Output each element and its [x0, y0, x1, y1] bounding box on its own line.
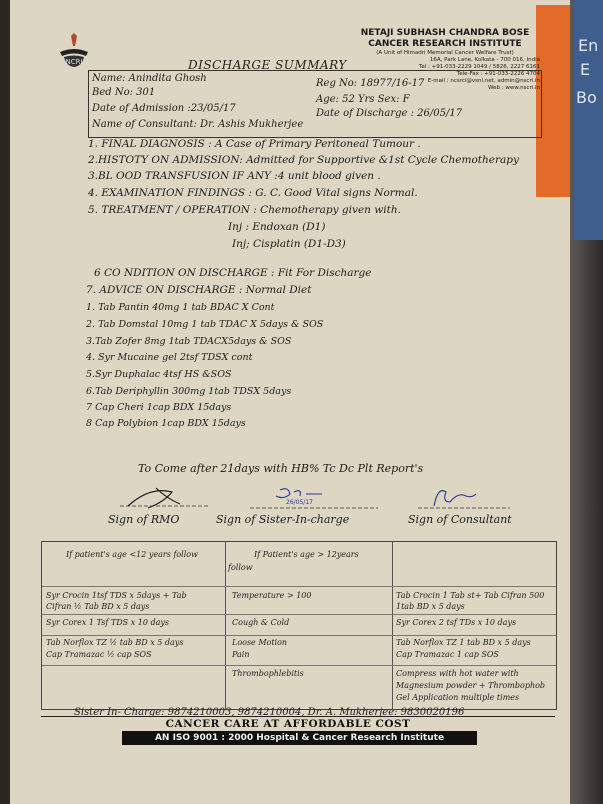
row3-left-2: Cap Tramazac ½ cap SOS — [46, 650, 152, 659]
discharge-date: Date of Discharge : 26/05/17 — [316, 108, 463, 119]
sign-consultant: Sign of Consultant — [408, 513, 512, 526]
hospital-logo — [56, 32, 92, 72]
institute-sub-6: Web : www.nscri.in — [487, 85, 540, 91]
med-7: 7 Cap Cheri 1cap BDX 15days — [86, 402, 232, 413]
footer-rule — [41, 716, 555, 717]
sister-contact-line: Sister In- Charge: 9874210003, 9874210004, Dr. A. Mukherjee: 9830020196 — [74, 707, 465, 718]
institute-sub-1: (A Unit of Himadri Memorial Cancer Welfare Trust) — [376, 50, 514, 56]
item-history: 2.HISTOTY ON ADMISSION: Admitted for Supportive &1st Cycle Chemotherapy — [88, 154, 519, 166]
item-inj-endoxan: Inj : Endoxan (D1) — [228, 221, 326, 233]
row3-mid: Loose Motion — [232, 638, 288, 647]
med-4: 4. Syr Mucaine gel 2tsf TDSX cont — [86, 352, 253, 363]
row1-right-2: 1tab BD x 5 days — [396, 602, 465, 611]
footer-tagline: CANCER CARE AT AFFORDABLE COST — [165, 718, 411, 730]
home-care-table — [41, 541, 557, 710]
row3-mid-2: Pain — [232, 650, 250, 659]
item-transfusion: 3.BL OOD TRANSFUSION IF ANY :4 unit blood given . — [88, 170, 381, 182]
sign-rmo: Sign of RMO — [108, 513, 180, 526]
institute-sub-3: Tel : +91-033-2229 1049 / 5826, 2227 6161 — [418, 64, 540, 70]
row1-right: Tab Crocin 1 Tab st+ Tab Cifran 500 — [396, 591, 545, 600]
svg-text:26/05/17: 26/05/17 — [286, 499, 313, 506]
blue-sheet-text-3: Bo — [576, 88, 597, 107]
table-header-over12-follow: follow — [228, 563, 253, 572]
patient-name: Name: Anindita Ghosh — [92, 73, 207, 84]
row4-right-3: Gel Application multiple times — [396, 693, 520, 702]
table-header-under12: If patient's age <12 years follow — [66, 550, 198, 559]
row2-mid: Cough & Cold — [232, 618, 290, 627]
item-diagnosis: 1. FINAL DIAGNOSIS : A Case of Primary Peritoneal Tumour . — [88, 138, 421, 150]
row2-right: Syr Corex 2 tsf TDs x 10 days — [396, 618, 517, 627]
svg-text:NCRI: NCRI — [65, 58, 83, 66]
consultant-name: Name of Consultant: Dr. Ashis Mukherjee — [92, 119, 304, 130]
blue-sheet-text-2: E — [580, 60, 591, 79]
med-8: 8 Cap Polybion 1cap BDX 15days — [86, 418, 246, 429]
row3-left: Tab Norflox TZ ½ tab BD x 5 days — [46, 638, 184, 647]
sister-signature — [250, 486, 378, 512]
institute-sub-4: Tele-Fax : +91-033-2226 4704 — [456, 71, 540, 77]
institute-name-1: NETAJI SUBHASH CHANDRA BOSE — [360, 28, 530, 38]
sign-sister: Sign of Sister-In-charge — [216, 513, 350, 526]
row3-right: Tab Norflox TZ 1 tab BD x 5 days — [396, 638, 531, 647]
table-header-over12: If Patient's age > 12years — [254, 550, 359, 559]
discharge-summary-page — [10, 0, 598, 804]
followup-note: To Come after 21days with HB% Tc Dc Plt Report's — [138, 462, 424, 475]
row1-left: Syr Crocin 1tsf TDS x 5days + Tab — [46, 591, 187, 600]
med-3: 3.Tab Zofer 8mg 1tab TDACX5days & SOS — [86, 336, 292, 347]
row3-right-2: Cap Tramazac 1 cap SOS — [396, 650, 499, 659]
document-title: DISCHARGE SUMMARY — [188, 58, 347, 72]
background-blue-sheet — [574, 0, 603, 240]
institute-sub-2: 16A, Park Lane, Kolkata - 700 016, India — [429, 57, 540, 63]
row2-left: Syr Corex 1 Tsf TDS x 10 days — [46, 618, 169, 627]
row4-mid: Thrombophlebitis — [232, 669, 304, 678]
med-6: 6.Tab Deriphyllin 300mg 1tab TDSX 5days — [86, 386, 292, 397]
item-inj-cisplatin: Inj; Cisplatin (D1-D3) — [232, 238, 346, 250]
blue-sheet-text-1: En — [578, 36, 599, 55]
item-treatment: 5. TREATMENT / OPERATION : Chemotherapy given with. — [88, 204, 401, 216]
admission-date: Date of Admission :23/05/17 — [92, 103, 236, 114]
item-advice: 7. ADVICE ON DISCHARGE : Normal Diet — [86, 284, 312, 296]
institute-name-2: CANCER RESEARCH INSTITUTE — [368, 39, 522, 49]
registration-number: Reg No: 18977/16-17 — [316, 78, 425, 89]
consultant-signature — [418, 482, 510, 512]
item-examination: 4. EXAMINATION FINDINGS : G. C. Good Vital signs Normal. — [88, 187, 418, 199]
item-condition: 6 CO NDITION ON DISCHARGE : Fit For Discharge — [94, 267, 372, 279]
med-1: 1. Tab Pantin 40mg 1 tab BDAC X Cont — [86, 302, 275, 313]
footer-iso-banner: AN ISO 9001 : 2000 Hospital & Cancer Research Institute — [122, 731, 477, 745]
institute-sub-5: E-mail : ncsrci@vsnl.net, admin@nscri.in — [427, 78, 540, 84]
patient-age-sex: Age: 52 Yrs Sex: F — [316, 94, 410, 105]
row4-right: Compress with hot water with — [396, 669, 519, 678]
bed-number: Bed No: 301 — [92, 87, 156, 98]
row4-right-2: Magnesium powder + Thrombophob — [396, 681, 546, 690]
row1-left-2: Cifran ½ Tab BD x 5 days — [46, 602, 150, 611]
row1-mid: Temperature > 100 — [232, 591, 312, 600]
med-5: 5.Syr Duphalac 4tsf HS &SOS — [86, 369, 232, 380]
med-2: 2. Tab Domstal 10mg 1 tab TDAC X 5days & SOS — [86, 319, 324, 330]
rmo-signature — [120, 480, 210, 512]
